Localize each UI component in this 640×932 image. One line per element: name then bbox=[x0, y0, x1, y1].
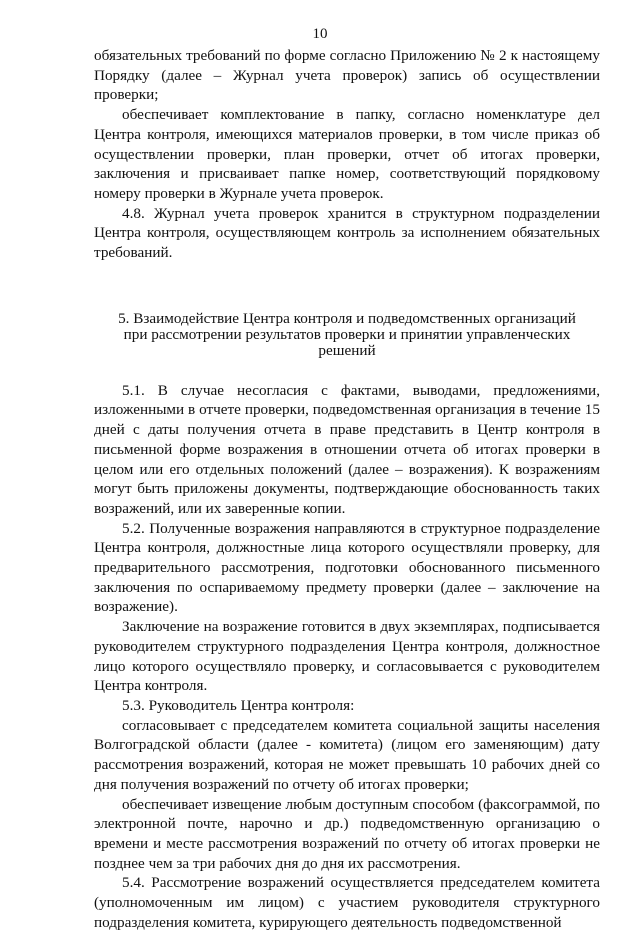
paragraph-top-3: 4.8. Журнал учета проверок хранится в структурном подразделении Центра контроля, осуществляющем контроль за исполнением обязательных требований. bbox=[94, 204, 600, 262]
section-title-line-3: решений bbox=[318, 341, 376, 359]
paragraph-top-1: обязательных требований по форме согласно Приложению № 2 к настоящему Порядку (далее – Журнал учета проверок) запись об осуществлении проверки; bbox=[94, 47, 600, 104]
section-title-line-1: 5. Взаимодействие Центра контроля и подведомственных организаций bbox=[118, 309, 576, 327]
paragraph-5-3: 5.3. Руководитель Центра контроля: bbox=[122, 696, 355, 714]
section-title-line-2: при рассмотрении результатов проверки и принятии управленческих bbox=[123, 325, 571, 343]
page-number: 10 bbox=[312, 26, 328, 42]
paragraph-5-3-item-2: обеспечивает извещение любым доступным способом (факсограммой, по электронной почте, нарочно и др.) подведомственную организацию о времени и месте рассмотрения возражений по отчету об итогах проверки не позднее чем за три рабочих дня до дня их рассмотрения. bbox=[94, 795, 600, 872]
paragraph-conclusion: Заключение на возражение готовится в двух экземплярах, подписывается руководителем структурного подразделения Центра контроля, должностное лицо которого осуществляло проверку, и согласовывается с руководителем Центра контроля. bbox=[94, 618, 600, 695]
section-title bbox=[94, 311, 600, 359]
paragraph-5-4: 5.4. Рассмотрение возражений осуществляется председателем комитета (уполномоченным им лицом) с участием руководителя структурного подразделения комитета, курирующего деятельность подведомственной bbox=[94, 874, 600, 931]
paragraph-5-3-item-1: согласовывает с председателем комитета социальной защиты населения Волгоградской области (далее - комитета) (лицом его заменяющим) дату рассмотрения возражений, которая не может превышать 10 рабочих дней со дня получения возражений по отчету об итогах проверки; bbox=[94, 716, 600, 793]
document-body bbox=[94, 46, 600, 932]
paragraph-5-2: 5.2. Полученные возражения направляются в структурное подразделение Центра контроля, должностные лица которого осуществляли проверку, для предварительного рассмотрения, подготовки обоснованного письменного заключения по оспариваемому предмету проверки (далее – заключение на возражение). bbox=[94, 519, 600, 616]
paragraph-5-1: 5.1. В случае несогласия с фактами, выводами, предложениями, изложенными в отчете проверки, подведомственная организация в течение 15 дней с даты получения отчета в праве представить в Центр контроля в письменной форме возражения в отношении отчета об итогах проверки в целом или его отдельных положений (далее – возражения). К возражениям могут быть приложены документы, подтверждающие обоснованность таких возражений, или их заверенные копии. bbox=[94, 381, 600, 517]
paragraph-top-2: обеспечивает комплектование в папку, согласно номенклатуре дел Центра контроля, имеющихся материалов проверки, в том числе приказ об осуществлении проверки, план проверки, отчет об итогах проверки, заключения и присваивает папке номер, соответствующий порядковому номеру проверки в Журнале учета проверок. bbox=[94, 106, 600, 202]
